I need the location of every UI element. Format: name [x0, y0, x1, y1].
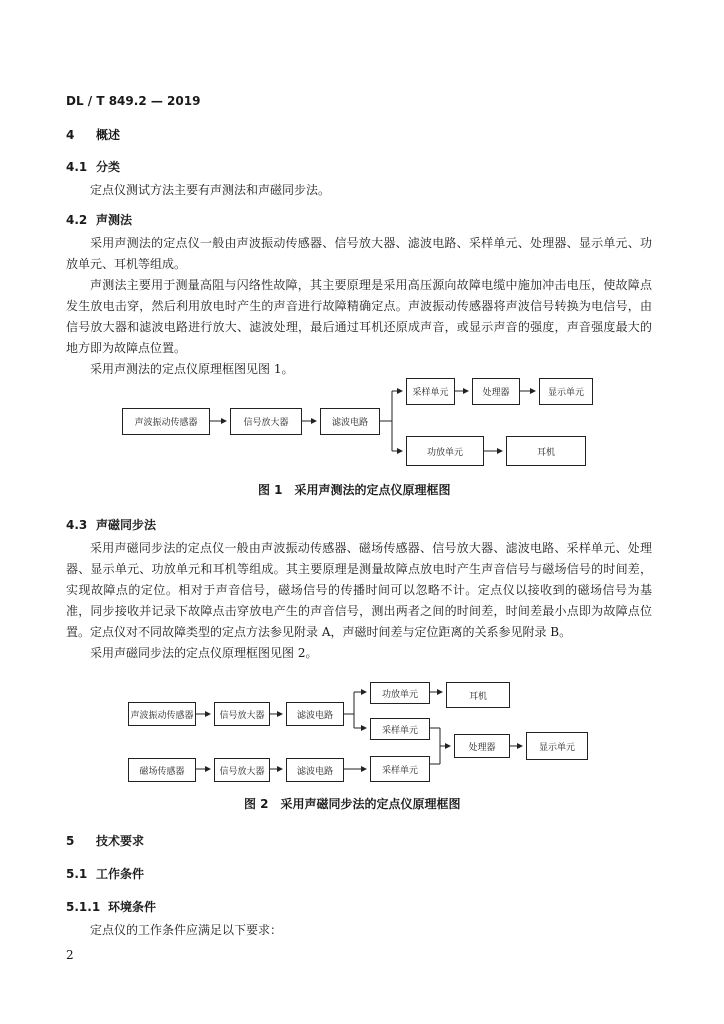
box-sampling-unit-1: 采样单元 — [370, 718, 430, 740]
section-number: 4.3 — [66, 518, 88, 532]
box-display-unit: 显示单元 — [526, 732, 588, 760]
box-magnetic-sensor: 磁场传感器 — [128, 758, 196, 782]
box-filter-circuit: 滤波电路 — [286, 702, 344, 726]
box-earphone: 耳机 — [446, 682, 510, 708]
box-sound-sensor: 声波振动传感器 — [122, 408, 210, 435]
section-4-3-text — [66, 538, 652, 664]
section-title: 声磁同步法 — [96, 518, 157, 532]
section-4-1-text — [66, 180, 652, 201]
section-title: 声测法 — [96, 213, 133, 227]
box-display-unit: 显示单元 — [539, 378, 593, 405]
paragraph: 采用声测法的定点仪原理框图见图 1。 — [90, 362, 294, 376]
box-filter-circuit: 滤波电路 — [320, 408, 380, 435]
page-number: 2 — [66, 948, 74, 962]
section-4-2-heading — [66, 211, 132, 228]
section-5-1-1-text — [66, 920, 652, 941]
box-sampling-unit: 采样单元 — [406, 378, 455, 405]
section-4-heading — [66, 126, 120, 143]
section-4-2-text — [66, 233, 652, 380]
section-title: 技术要求 — [96, 834, 145, 848]
box-earphone: 耳机 — [506, 436, 586, 466]
box-signal-amplifier-2: 信号放大器 — [214, 758, 270, 782]
section-title: 概述 — [96, 128, 121, 142]
box-filter-circuit-2: 滤波电路 — [286, 758, 344, 782]
section-5-1-1-heading — [66, 898, 156, 915]
box-processor: 处理器 — [454, 734, 510, 758]
box-power-amplifier: 功放单元 — [370, 682, 430, 704]
section-number: 4 — [66, 128, 75, 142]
section-number: 5.1 — [66, 867, 88, 881]
section-number: 5 — [66, 834, 75, 848]
box-signal-amplifier: 信号放大器 — [214, 702, 270, 726]
paragraph: 采用声磁同步法的定点仪一般由声波振动传感器、磁场传感器、信号放大器、滤波电路、采样单元、处理器、显示单元、功放单元和耳机等组成。其主要原理是测量故障点放电时产生声音信号与磁场信号的时间差，实现故障点的定位。相对于声音信号，磁场信号的传播时间可以忽略不计。定点仪以接收到的磁场信号为基准，同步接收并记录下故障点击穿放电产生的声音信号，测出两者之间的时间差，时间差最小点即为故障点位置。定点仪对不同故障类型的定点方法参见附录 A，声磁时间差与定位距离的关系参见附录 B。 — [66, 541, 652, 639]
section-number: 4.2 — [66, 213, 88, 227]
section-number: 5.1.1 — [66, 900, 101, 914]
figure-1-diagram — [110, 370, 610, 470]
section-4-1-heading — [66, 158, 120, 175]
paragraph: 采用声测法的定点仪一般由声波振动传感器、信号放大器、滤波电路、采样单元、处理器、显示单元、功放单元、耳机等组成。 — [66, 236, 652, 271]
standard-code: DL / T 849.2 — 2019 — [66, 94, 201, 108]
box-sound-sensor: 声波振动传感器 — [128, 702, 196, 726]
section-title: 分类 — [96, 160, 121, 174]
section-number: 4.1 — [66, 160, 88, 174]
section-5-heading — [66, 832, 144, 849]
section-5-1-heading — [66, 865, 144, 882]
paragraph: 定点仪的工作条件应满足以下要求： — [90, 923, 283, 937]
box-power-amplifier: 功放单元 — [406, 436, 484, 466]
figure-2-caption: 图 2 采用声磁同步法的定点仪原理框图 — [244, 797, 461, 811]
paragraph: 定点仪测试方法主要有声测法和声磁同步法。 — [90, 183, 331, 197]
paragraph: 声测法主要用于测量高阻与闪络性故障，其主要原理是采用高压源向故障电缆中施加冲击电压，使故障点发生放电击穿，然后利用放电时产生的声音进行故障精确定点。声波振动传感器将声波信号转换为电信号，由信号放大器和滤波电路进行放大、滤波处理，最后通过耳机还原成声音，或显示声音的强度，声音强度最大的地方即为故障点位置。 — [66, 278, 652, 355]
box-processor: 处理器 — [472, 378, 520, 405]
section-title: 环境条件 — [108, 900, 157, 914]
section-title: 工作条件 — [96, 867, 145, 881]
paragraph: 采用声磁同步法的定点仪原理框图见图 2。 — [90, 646, 318, 660]
section-4-3-heading — [66, 516, 156, 533]
figure-2-diagram — [110, 678, 610, 788]
figure-1-caption: 图 1 采用声测法的定点仪原理框图 — [258, 483, 451, 497]
box-signal-amplifier: 信号放大器 — [230, 408, 302, 435]
box-sampling-unit-2: 采样单元 — [370, 756, 430, 782]
